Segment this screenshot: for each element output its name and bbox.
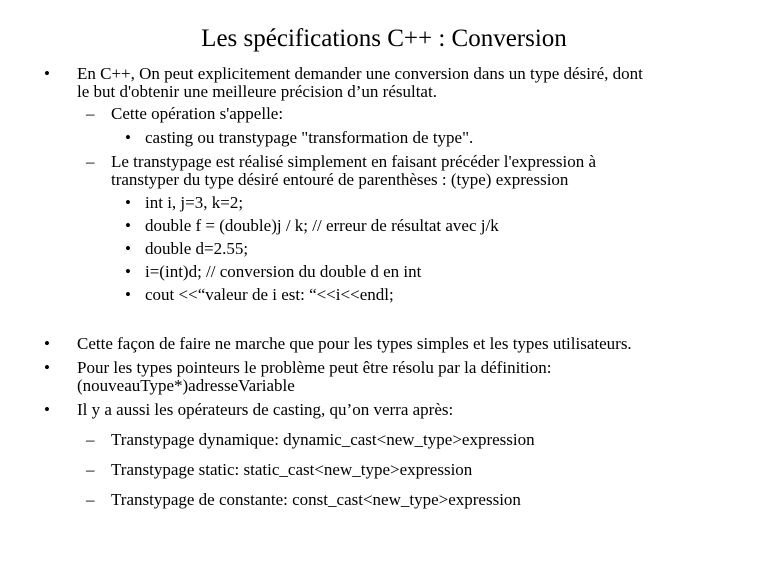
sub2-line-1: Le transtypage est réalisé simplement en faisant précéder l'expression à [111,152,597,171]
point4-text: Il y a aussi les opérateurs de casting, qu’on verra après: [77,400,454,419]
code-line: int i, j=3, k=2; [145,193,244,212]
code-line: cout <<“valeur de i est: “<<i<<endl; [145,285,394,304]
slide-title: Les spécifications C++ : Conversion [201,25,567,52]
sub1-item: casting ou transtypage "transformation de type". [145,128,474,147]
bullet-marker: • [125,128,131,147]
code-line: double f = (double)j / k; // erreur de résultat avec j/k [145,216,499,235]
code-line: double d=2.55; [145,239,249,258]
bullet-marker: • [125,193,131,212]
point3-line-2: (nouveauType*)adresseVariable [77,376,295,395]
dash-marker: – [86,152,95,171]
intro-line-2: le but d'obtenir une meilleure précision d’un résultat. [77,82,437,101]
bullet-marker: • [125,239,131,258]
dash-marker: – [86,430,95,449]
bullet-marker: • [125,285,131,304]
dash-marker: – [86,490,95,509]
cast-item-static: Transtypage static: static_cast<new_type>expression [111,460,473,479]
point2-text: Cette façon de faire ne marche que pour les types simples et les types utilisateurs. [77,334,632,353]
sub2-line-2: transtyper du type désiré entouré de parenthèses : (type) expression [111,170,569,189]
bullet-marker: • [125,216,131,235]
dash-marker: – [86,104,95,123]
point3-line-1: Pour les types pointeurs le problème peut être résolu par la définition: [77,358,552,377]
sub1-text: Cette opération s'appelle: [111,104,284,123]
code-line: i=(int)d; // conversion du double d en int [145,262,422,281]
bullet-marker: • [44,400,50,419]
bullet-marker: • [125,262,131,281]
dash-marker: – [86,460,95,479]
cast-item-dynamic: Transtypage dynamique: dynamic_cast<new_type>expression [111,430,535,449]
bullet-marker: • [44,358,50,377]
cast-item-const: Transtypage de constante: const_cast<new_type>expression [111,490,521,509]
intro-line-1: En C++, On peut explicitement demander une conversion dans un type désiré, dont [77,64,643,83]
bullet-marker: • [44,64,50,83]
bullet-marker: • [44,334,50,353]
